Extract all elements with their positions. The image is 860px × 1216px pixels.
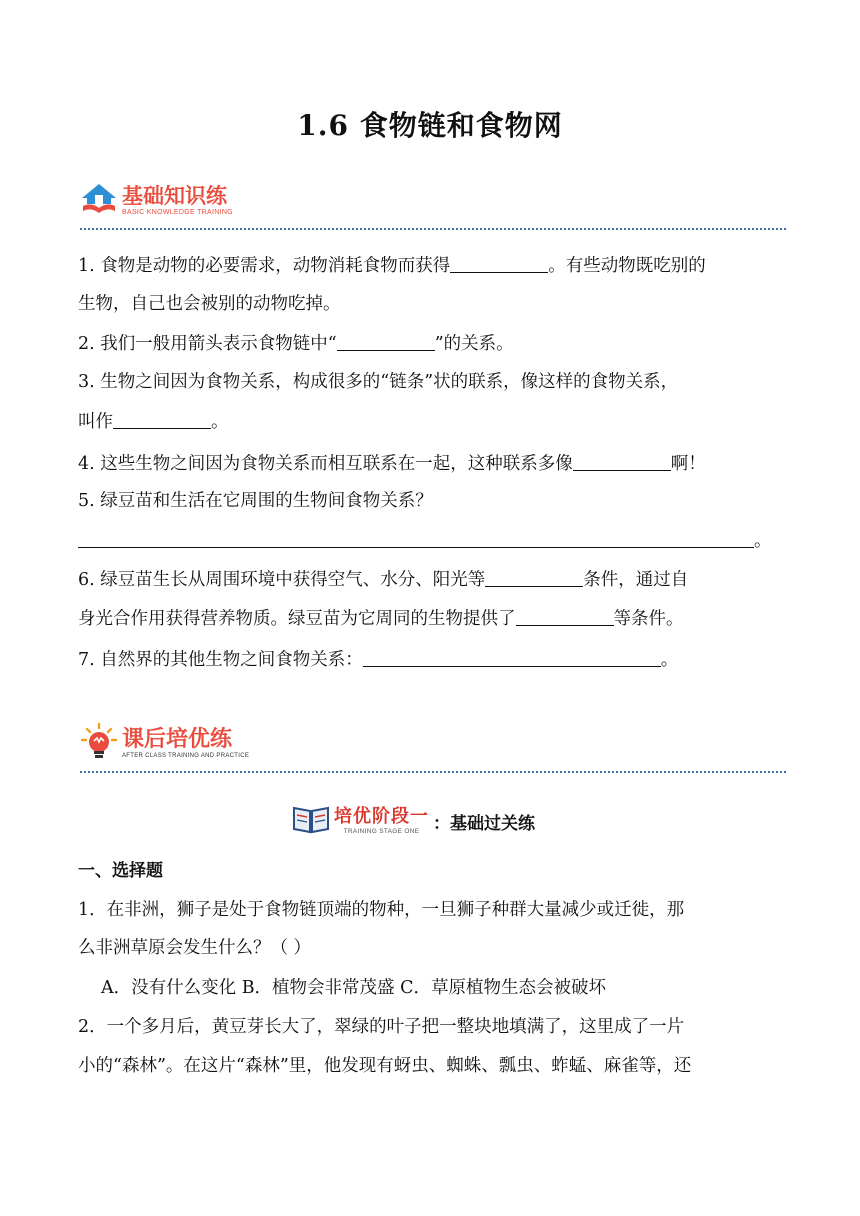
question-1-continued: 生物，自己也会被别的动物吃掉。 [78,294,341,314]
answer-blank [450,254,548,273]
question-5: 5. 绿豆苗和生活在它周围的生物间食物关系？ [78,491,433,511]
question-7: 7. 自然界的其他生物之间食物关系： 。 [78,650,679,670]
answer-blank [113,410,211,429]
answer-blank [573,452,671,471]
answer-blank [363,648,661,667]
basic-knowledge-banner [80,182,233,218]
question-3: 3. 生物之间因为食物关系，构成很多的“链条”状的联系，像这样的食物关系， [78,372,679,392]
question-2: 2. 我们一般用箭头表示食物链中“ ”的关系。 [78,334,514,354]
page-title: 1.6 食物链和食物网 [297,109,563,142]
question-5-answer: 。 [78,529,772,552]
stage-subtitle: TRAINING STAGE ONE [343,828,420,835]
choice-question-1-continued: 么非洲草原会发生什么？（ ） [78,938,312,958]
answer-blank [78,529,754,548]
answer-blank [516,607,614,626]
answer-blank [485,568,583,587]
section-divider [80,771,786,773]
question-1: 1. 食物是动物的必要需求，动物消耗食物而获得 。有些动物既吃别的 [78,256,706,276]
house-book-icon [80,182,118,218]
question-3-continued: 叫作 。 [78,412,229,432]
lightbulb-icon [80,722,118,766]
banner-subtitle: AFTER CLASS TRAINING AND PRACTICE [122,752,250,759]
stage-title: 培优阶段一 [334,806,429,827]
banner-title: 基础知识练 [122,183,227,208]
stage-label [292,804,535,838]
answer-blank [337,332,435,351]
banner-title: 课后培优练 [122,726,233,752]
section-heading: 一、选择题 [78,861,163,881]
choice-question-2-continued: 小的“森林”。在这片“森林”里，他发现有蚜虫、蜘蛛、瓢虫、蚱蜢、麻雀等，还 [78,1056,692,1076]
question-4: 4. 这些生物之间因为食物关系而相互联系在一起，这种联系多像 啊！ [78,454,706,474]
after-class-banner [80,722,249,766]
choice-question-1: 1．在非洲，狮子是处于食物链顶端的物种，一旦狮子种群大量减少或迁徙，那 [78,900,685,920]
open-book-icon [292,804,330,838]
stage-description: ：基础过关练 [433,813,535,834]
question-6: 6. 绿豆苗生长从周围环境中获得空气、水分、阳光等 条件，通过自 [78,570,689,590]
choice-question-2: 2．一个多月后，黄豆芽长大了，翠绿的叶子把一整块地填满了，这里成了一片 [78,1017,685,1037]
question-6-continued: 身光合作用获得营养物质。绿豆苗为它周同的生物提供了 等条件。 [78,609,684,629]
choice-question-1-options: A．没有什么变化 B．植物会非常茂盛 C．草原植物生态会被破坏 [101,978,607,998]
banner-subtitle: BASIC KNOWLEDGE TRAINING [122,208,233,216]
section-divider [80,228,786,230]
